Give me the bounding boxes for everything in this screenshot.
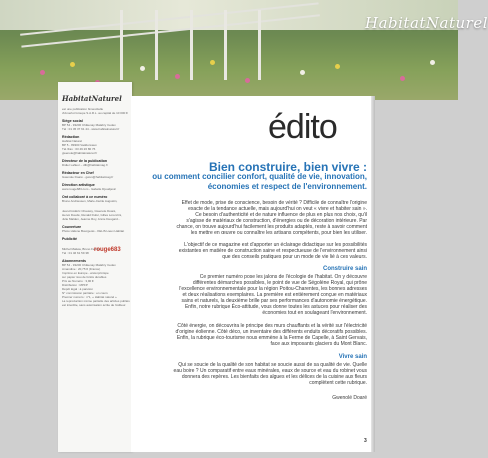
masthead-line: Premier numéro : n°1, « Habitat naturel »	[62, 295, 117, 299]
masthead-title: HabitatNaturel	[62, 94, 122, 103]
body-line: exacte de la tendance actuelle, mais aujourd'hui on veut « vivre et habiter sain ».	[188, 206, 367, 212]
photo-flower	[430, 60, 435, 65]
body-line: sains et naturels, la deuxième brille par ses performances d'autonomie énergétique.	[181, 298, 367, 304]
photo-flower	[140, 66, 145, 71]
body-line: chance, on trouve aujourd'hui facilement les produits adaptés, reste à savoir comment	[176, 224, 367, 230]
masthead-line: Habitat Naturel	[62, 139, 83, 143]
masthead-line: Amandine : 20,75 € (France)	[62, 267, 101, 271]
masthead-line: Julie Malden, Jeanne Roy, Annie Deugard...	[62, 217, 121, 221]
masthead-line: Dépôt légal : à parution	[62, 287, 94, 291]
body-line: économies tout en soulageant l'environnement.	[262, 310, 367, 316]
masthead-line: BP 54 - 93200 Châtenay Malabry Cedex	[62, 263, 116, 267]
brand-logo: HabitatNaturel	[365, 14, 488, 32]
masthead-line: est interdite, sans autorisation écrite de l'éditeur.	[62, 303, 127, 307]
masthead-heading: Rédaction	[62, 135, 80, 139]
masthead-line: est une publication bimestrielle	[62, 107, 104, 111]
photo-fence-post	[258, 10, 261, 80]
body-line: L'objectif de ce magazine est d'apporter un éclairage didactique sur les possibilités	[184, 242, 367, 248]
body-line: Côté énergie, on découvrira le principe des murs chauffants et la vérité sur l'électricité	[177, 323, 367, 329]
body-line: existantes en matière de construction saine et respectueuse de l'environnement ainsi	[178, 248, 367, 254]
masthead-line: Jean-Frédéric Chaussy, Gwenole Doaré,	[62, 209, 117, 213]
masthead-lines	[58, 0, 132, 458]
edito-subheadline	[131, 172, 371, 202]
body-line: donnera des repères. Les bienfaits des algues et les délices de la cuisine aux fleurs	[181, 374, 367, 380]
masthead-heading: Directeur de la publication	[62, 159, 108, 163]
masthead-heading: Direction artistique	[62, 183, 95, 187]
masthead-heading: Couverture	[62, 225, 82, 229]
page-title: édito	[268, 108, 337, 146]
body-line: Enfin, la rubrique éco-tourisme nous emmène à la Ferme de Capelle, à Saint Gervais,	[176, 335, 367, 341]
masthead-line: Hervé Doudé, Renald Dufer, Gilles Lorenzini,	[62, 213, 122, 217]
masthead-heading: Rédacteur en Chef	[62, 171, 94, 175]
photo-flower	[245, 78, 250, 83]
body-line: Ce premier numéro pose les jalons de l'écologie de l'habitat. On y découvre	[199, 274, 367, 280]
edito-headline: Bien construire, bien vivre :	[208, 160, 367, 174]
masthead-line: Didier Lafleur – dlb@habitatmag.fr	[62, 163, 108, 167]
masthead-line: Bruno Andriessen, Marie-Cécile Augustin,	[62, 199, 118, 203]
masthead-line: gwenole@habitatnaturel.fr	[62, 151, 98, 155]
body-line: l'excellence environnementale pour la région Poitou-Charentes, les bonnes adresses	[179, 286, 367, 292]
masthead-line: La reproduction même partielle des articles publiés	[62, 299, 130, 303]
masthead-line: N° commission paritaire : en cours	[62, 291, 108, 295]
body-line: les mettre en œuvre ou connaître les artisans compétents, pour bien les utiliser.	[190, 230, 367, 236]
signature: Gwenolé Doaré	[332, 395, 367, 401]
page-number: 3	[364, 438, 367, 444]
masthead-line: BP 5 - 89300 Vaddonvaux	[62, 143, 97, 147]
masthead-line: Distribution : MPFP	[62, 283, 88, 287]
masthead-heading: Siège social	[62, 119, 83, 123]
body-line: différentes démarches possibles, le point de vue de Ségolène Royal, qui prône	[192, 280, 367, 286]
page-edge	[371, 96, 375, 452]
body-line: d'origine éolienne. Côté déco, un inventaire des différents enduits décoratifs possibles.	[175, 329, 367, 335]
masthead-line: d'Amerlut Groupe S.A.R.L. au capital de 10 000 €	[62, 111, 128, 115]
photo-flower	[210, 60, 215, 65]
masthead-line: Michel Mattéa, Bruno Ferrero	[62, 247, 102, 251]
masthead-line: www.rouge683.com - Isabelle Djoudjevic	[62, 187, 117, 191]
section-title: Vivre sain	[338, 354, 367, 360]
photo-fence-post	[155, 10, 158, 80]
body-line: Qui se soucie de la qualité de son habitat se soucie aussi de sa qualité de vie. Quelle	[178, 362, 367, 368]
photo-flower	[335, 64, 340, 69]
masthead-line: sur papier issu de forêts durables	[62, 275, 107, 279]
masthead-line: Tél./Fax : 03 49 26 80 76	[62, 147, 96, 151]
subheadline-line: économies et respect de l'environnement.	[207, 182, 367, 191]
masthead-line: Prix au Numéro : 3,90 €	[62, 279, 94, 283]
masthead-line: Tél : 01 45 37 61 44 - www.habitatnaturel.fr	[62, 127, 120, 131]
body-line: et deux réalisations exemplaires. La première est entièrement conçue en matériaux	[182, 292, 367, 298]
photo-flower	[300, 70, 305, 75]
masthead-line: Photo Hélène Bourgeois - KELIS Lieux Habitat	[62, 229, 125, 233]
photo-fence-post	[224, 10, 227, 80]
masthead-line: Gwenole Doaré - gwen@habitatmag.fr	[62, 175, 114, 179]
photo-fence-post	[190, 10, 193, 80]
body-line: que des conseils pratiques pour un mode de vie lié à ces valeurs.	[222, 254, 367, 260]
subheadline-line: ou comment concilier confort, qualité de vie, innovation,	[152, 172, 367, 181]
masthead-heading: Abonnements	[62, 259, 86, 263]
photo-flower	[40, 70, 45, 75]
body-line: s'agisse de matériaux de construction, d'énergies ou de décoration intérieure. Par	[186, 218, 367, 224]
body-line: Enfin, notre rubrique Éco-attitude, vous donne toutes les astuces pour réaliser des	[184, 304, 367, 310]
section-title: Construire sain	[322, 266, 367, 272]
masthead-line: Tél : 01 46 61 59 38	[62, 251, 89, 255]
masthead-line: BP 54 - 93200 Châtenay Malabry Cedex	[62, 123, 116, 127]
body-line: face aux imposants glaciers du Mont Blanc.	[270, 341, 367, 347]
body-line: Effet de mode, prise de conscience, besoin de vérité ? Difficile de connaître l'origine	[181, 200, 367, 206]
body-line: eau boire ? Un comparatif entre eaux minérales, eaux de source et eau du robinet vous	[173, 368, 367, 374]
photo-flower	[400, 76, 405, 81]
masthead-logo: rouge683	[94, 247, 121, 253]
photo-flower	[175, 74, 180, 79]
masthead-line: Imprimé en Europe - www.iprintspe	[62, 271, 109, 275]
body-line: complètent cette rubrique.	[309, 380, 367, 386]
body-line: Ce besoin d'authenticité et de nature influence de plus en plus nos choix, qu'il	[195, 212, 367, 218]
masthead-heading: Publicité	[62, 237, 77, 241]
masthead-heading: Ont collaboré à ce numéro	[62, 195, 108, 199]
edito-body	[131, 200, 371, 440]
